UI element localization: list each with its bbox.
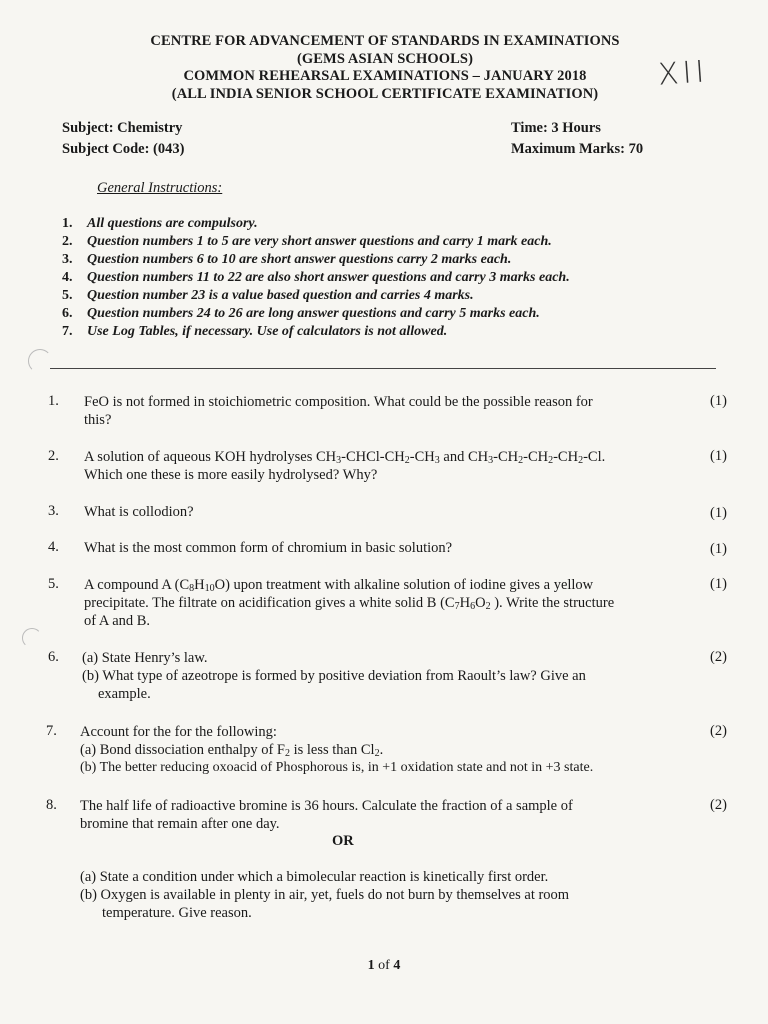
- instruction-item: [62, 233, 702, 251]
- text-run: -CH: [523, 449, 549, 465]
- text-run: and CH: [439, 449, 489, 465]
- alternative-question: [80, 868, 700, 922]
- page-footer: [0, 958, 768, 974]
- instructions-list: [62, 215, 702, 341]
- time-label: Time: 3 Hours: [511, 120, 601, 136]
- question-line: (a) State a condition under which a bimolecular reaction is kinetically first order.: [80, 869, 549, 885]
- question-number: 4.: [48, 539, 59, 555]
- question-marks: (1): [710, 541, 727, 557]
- instruction-item: [62, 251, 702, 269]
- subject-code-label: Subject Code: (043): [62, 141, 185, 157]
- question-line: The half life of radioactive bromine is 36 hours. Calculate the fraction of a sample of: [80, 798, 573, 814]
- question-text: [80, 723, 710, 777]
- instruction-item: [62, 323, 702, 341]
- instruction-text: Question number 23 is a value based question and carries 4 marks.: [87, 288, 474, 303]
- question-line: [80, 741, 710, 759]
- scan-punch-mark: [22, 628, 42, 648]
- text-run: A solution of aqueous KOH hydrolyses CH: [84, 449, 337, 465]
- question-line: Which one these is more easily hydrolysed? Why?: [84, 467, 378, 483]
- subscript: 6: [470, 601, 476, 612]
- handwritten-class-mark: XII: [656, 54, 710, 93]
- max-marks-label: Maximum Marks: 70: [511, 141, 644, 157]
- question-text: [84, 393, 701, 429]
- subscript: 8: [189, 583, 195, 594]
- text-run: precipitate. The filtrate on acidification gives a white solid B (C: [84, 595, 455, 611]
- question-line: bromine that remain after one day.: [80, 816, 280, 832]
- header-certificate: (ALL INDIA SENIOR SCHOOL CERTIFICATE EXAMINATION): [171, 86, 599, 102]
- header-school-group: (GEMS ASIAN SCHOOLS): [296, 51, 474, 67]
- subscript: 2: [404, 455, 410, 466]
- question-text: [80, 797, 700, 833]
- page-total: 4: [393, 958, 401, 973]
- subscript: 7: [454, 601, 460, 612]
- subject-label: Subject: Chemistry: [62, 120, 183, 136]
- question-number: 3.: [48, 503, 59, 519]
- question-text: [84, 448, 701, 484]
- scan-punch-mark: [28, 349, 52, 373]
- question-line: this?: [84, 412, 112, 428]
- instruction-number: 3.: [62, 252, 73, 267]
- question-number: 8.: [46, 797, 57, 813]
- question-marks: (2): [710, 723, 727, 739]
- instruction-text: Question numbers 1 to 5 are very short answer questions and carry 1 mark each.: [87, 234, 552, 249]
- question-marks: (2): [710, 649, 727, 665]
- question-line: example.: [98, 686, 151, 702]
- subscript: 2: [374, 748, 380, 759]
- instruction-number: 5.: [62, 288, 73, 303]
- instruction-text: All questions are compulsory.: [87, 216, 258, 231]
- text-run: ). Write the structure: [490, 595, 615, 611]
- instruction-text: Question numbers 11 to 22 are also short answer questions and carry 3 marks each.: [87, 270, 570, 285]
- text-run: H: [194, 577, 205, 593]
- question-line: (a) State Henry’s law.: [82, 650, 208, 666]
- question-marks: (1): [710, 448, 727, 464]
- text-run: O: [475, 595, 486, 611]
- instruction-number: 2.: [62, 234, 73, 249]
- header-exam-name: COMMON REHEARSAL EXAMINATIONS – JANUARY 2018: [183, 68, 587, 84]
- question-number: 7.: [46, 723, 57, 739]
- question-text: [82, 649, 699, 703]
- text-run: -Cl.: [583, 449, 606, 465]
- question-line: Account for the for the following:: [80, 724, 277, 740]
- question-number: 6.: [48, 649, 59, 665]
- question-marks: (1): [710, 576, 727, 592]
- subscript: 2: [518, 455, 524, 466]
- instruction-item: [62, 305, 702, 323]
- question-line: (b) Oxygen is available in plenty in air, yet, fuels do not burn by themselves at room: [80, 887, 570, 903]
- question-number: 5.: [48, 576, 59, 592]
- subscript: 2: [548, 455, 554, 466]
- text-run: -CHCl-CH: [341, 449, 405, 465]
- text-run: is less than Cl: [289, 742, 375, 758]
- instruction-item: [62, 269, 702, 287]
- header-institution: CENTRE FOR ADVANCEMENT OF STANDARDS IN EXAMINATIONS: [150, 33, 620, 49]
- instruction-number: 7.: [62, 324, 73, 339]
- instruction-item: [62, 215, 702, 233]
- question-text: [84, 576, 701, 630]
- instructions-title: General Instructions:: [97, 180, 223, 196]
- subscript: 10: [204, 583, 215, 594]
- question-line: [84, 594, 701, 612]
- question-line: temperature. Give reason.: [102, 905, 252, 921]
- question-line: [84, 448, 701, 466]
- text-run: -CH: [409, 449, 435, 465]
- question-line: (b) What type of azeotrope is formed by positive deviation from Raoult’s law? Give an: [82, 668, 586, 684]
- subscript: 2: [578, 455, 584, 466]
- text-run: .: [379, 742, 384, 758]
- instruction-item: [62, 287, 702, 305]
- text-run: H: [459, 595, 471, 611]
- instruction-text: Use Log Tables, if necessary. Use of calculators is not allowed.: [87, 324, 448, 339]
- page-of-label: of: [378, 958, 390, 973]
- instruction-number: 1.: [62, 216, 73, 231]
- question-line: [84, 576, 701, 594]
- question-number: 2.: [48, 448, 59, 464]
- text-run: -CH: [553, 449, 579, 465]
- question-line: of A and B.: [84, 613, 151, 629]
- subscript: 2: [485, 601, 491, 612]
- question-text: What is the most common form of chromium in basic solution?: [84, 540, 453, 556]
- question-line: FeO is not formed in stoichiometric composition. What could be the possible reason for: [84, 394, 593, 410]
- text-run: O) upon treatment with alkaline solution of iodine gives a yellow: [214, 577, 594, 593]
- or-separator: OR: [332, 833, 354, 849]
- text-run: -CH: [493, 449, 519, 465]
- instruction-number: 6.: [62, 306, 73, 321]
- question-line: (b) The better reducing oxoacid of Phosphorous is, in +1 oxidation state and not in +3 state.: [80, 760, 594, 775]
- subscript: 3: [434, 455, 440, 466]
- instruction-text: Question numbers 6 to 10 are short answer questions carry 2 marks each.: [87, 252, 512, 267]
- page-number: 1: [367, 958, 375, 973]
- subscript: 2: [284, 748, 290, 759]
- section-divider: [50, 368, 716, 369]
- text-run: A compound A (C: [84, 577, 190, 593]
- subscript: 3: [336, 455, 342, 466]
- question-marks: (1): [710, 505, 727, 521]
- instruction-number: 4.: [62, 270, 73, 285]
- question-marks: (1): [710, 393, 727, 409]
- question-text: What is collodion?: [84, 504, 194, 520]
- instruction-text: Question numbers 24 to 26 are long answer questions and carry 5 marks each.: [87, 306, 540, 321]
- question-number: 1.: [48, 393, 59, 409]
- subscript: 3: [488, 455, 494, 466]
- question-marks: (2): [710, 797, 727, 813]
- text-run: (a) Bond dissociation enthalpy of F: [80, 742, 285, 758]
